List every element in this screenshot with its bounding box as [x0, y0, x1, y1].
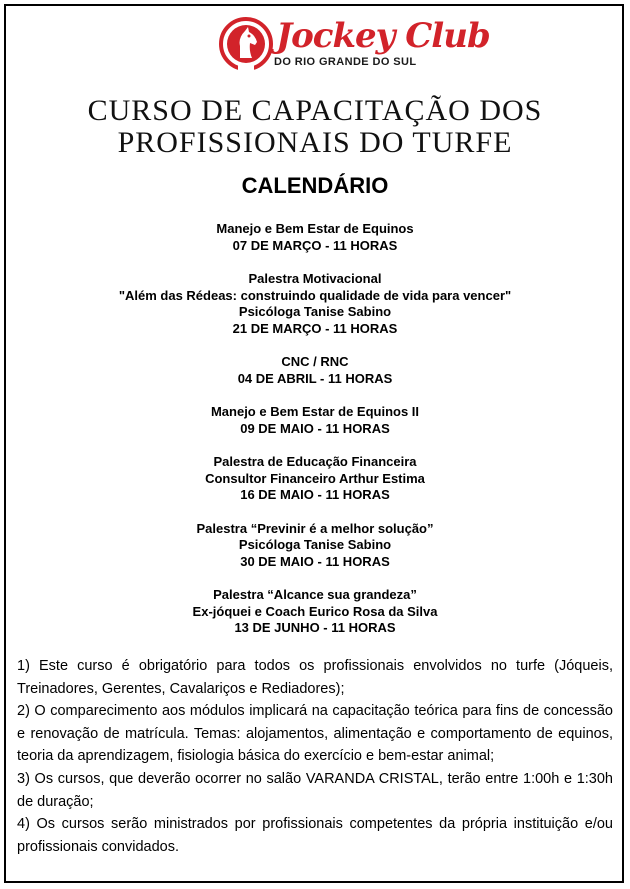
- event-line: Manejo e Bem Estar de Equinos: [216, 221, 414, 236]
- logo-wordmark: Jockey Club: [276, 16, 490, 56]
- calendar-heading: CALENDÁRIO: [241, 173, 389, 198]
- event-date: 04 DE ABRIL - 11 HORAS: [237, 370, 393, 386]
- event-line: Ex-jóquei e Coach Eurico Rosa da Silva: [192, 603, 438, 619]
- logo-subtitle: DO RIO GRANDE DO SUL: [274, 56, 417, 68]
- event-date: 21 DE MARÇO - 11 HORAS: [232, 320, 398, 336]
- event-line: Psicóloga Tanise Sabino: [238, 537, 392, 552]
- event-date: 07 DE MARÇO - 11 HORAS: [232, 237, 398, 253]
- event-line: Psicóloga Tanise Sabino: [238, 304, 392, 319]
- event-date: 30 DE MAIO - 11 HORAS: [240, 553, 390, 569]
- horse-head-horseshoe-icon: [218, 16, 274, 72]
- event-line: Consultor Financeiro Arthur Estima: [205, 470, 425, 486]
- event-item: [0, 271, 630, 337]
- jockey-club-logo: [218, 12, 490, 78]
- notes-section: [17, 655, 613, 858]
- event-line: Palestra de Educação Financeira: [213, 454, 417, 469]
- event-list: [0, 221, 630, 654]
- event-line: Palestra “Previnir é a melhor solução”: [196, 520, 434, 536]
- event-date: 13 DE JUNHO - 11 HORAS: [234, 620, 396, 635]
- event-item: [0, 454, 630, 504]
- event-date: 09 DE MAIO - 11 HORAS: [240, 420, 390, 436]
- event-line: Palestra Motivacional: [248, 271, 382, 286]
- note-item: 2) O comparecimento aos módulos implicará na capacitação teórica para fins de concessão e renovação de matrícula. Temas: alojamentos, alimentação e comportamento de equinos, teoria da aprendizagem, fisiologia básica do exercício e bem-estar animal;: [17, 703, 613, 765]
- event-item: [0, 587, 630, 637]
- note-item: 3) Os cursos, que deverão ocorrer no salão VARANDA CRISTAL, terão entre 1:00h e 1:30h de duração;: [17, 770, 613, 810]
- event-line: "Além das Rédeas: construindo qualidade de vida para vencer": [118, 287, 512, 303]
- event-line: CNC / RNC: [281, 354, 349, 369]
- event-item: [0, 221, 630, 254]
- event-item: [0, 404, 630, 437]
- event-date: 16 DE MAIO - 11 HORAS: [240, 487, 390, 502]
- event-line: Manejo e Bem Estar de Equinos II: [210, 404, 420, 419]
- note-item: 1) Este curso é obrigatório para todos os profissionais envolvidos no turfe (Jóqueis, Treinadores, Gerentes, Cavalariços e Rediadores);: [17, 658, 613, 697]
- course-title-line-2: PROFISSIONAIS DO TURFE: [117, 126, 513, 159]
- event-line: Palestra “Alcance sua grandeza”: [213, 587, 417, 602]
- event-item: [0, 354, 630, 387]
- note-item: 4) Os cursos serão ministrados por profissionais competentes da própria instituição e/ou profissionais convidados.: [17, 816, 613, 855]
- event-item: [0, 521, 630, 571]
- course-title-line-1: CURSO DE CAPACITAÇÃO DOS: [87, 94, 543, 127]
